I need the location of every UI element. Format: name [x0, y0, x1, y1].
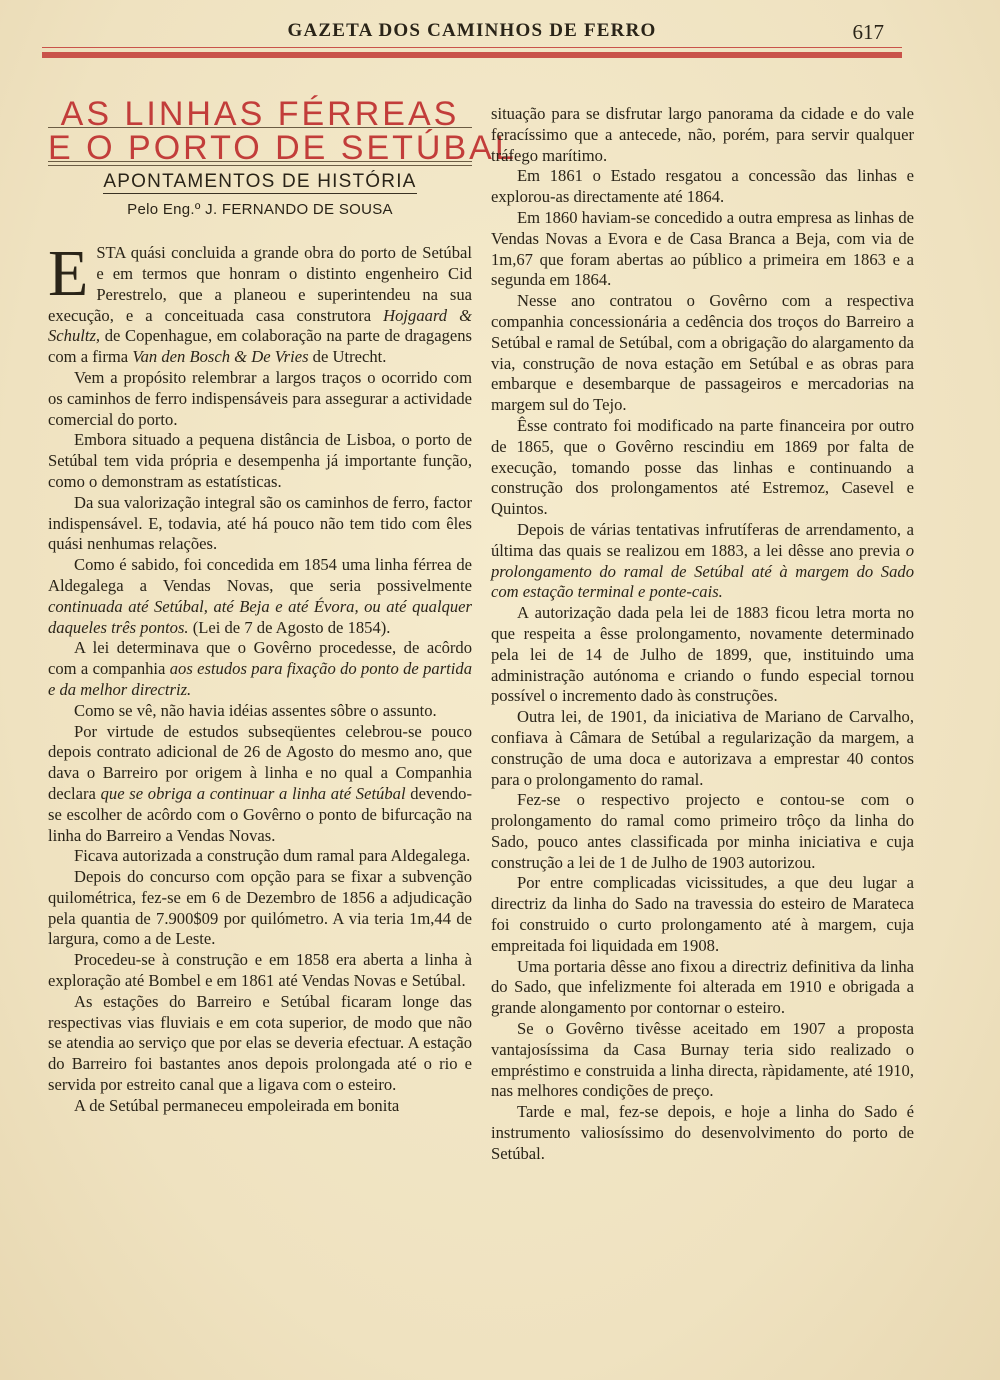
paragraph: Ficava autorizada a construção dum ramal para Aldegalega. [74, 846, 471, 866]
text-run-italic: Hojgaard & Schultz, [48, 305, 473, 346]
paragraph: Procedeu-se à construção e em 1858 era aberta a linha à exploração até Bombel e em 1861 até Vendas Novas e Setúbal. [48, 950, 472, 991]
paragraph: Em 1860 haviam-se concedido a outra empresa as linhas de Vendas Novas a Evora e de Casa Branca a Beja, com via de 1m,67 que foram abertas ao público a primeira em 1863 e a segunda em 1864. [491, 207, 914, 290]
paragraph: Nesse ano contratou o Govêrno com a respectiva companhia concessionária a cedência dos troços do Barreiro a Setúbal e ramal de Setúbal, com a obrigação do alargamento da via, construção de nova estação em Setúbal e as obras para embarque e desembarque de passageiros e mercadorias na margem sul do Tejo. [491, 291, 914, 415]
paragraph: Vem a propósito relembrar a largos traços o ocorrido com os caminhos de ferro indispensáveis para assegurar a actividade comercial do porto. [48, 367, 472, 429]
text-run: STA quási concluida a grande obra do porto de Setúbal e em termos que honram o distinto engenheiro Cid Perestrelo, que a planeou e superintendeu na sua execução, e a conceituada casa construtora [48, 243, 472, 325]
text-run: de Copenhague, em colaboração na parte de dragagens com a firma [48, 326, 472, 367]
paragraph: As estações do Barreiro e Setúbal ficaram longe das respectivas vias fluviais e em cota superior, de modo que não se atendia ao serviço que por elas se deveria efectuar. A estação do Barreiro foi bastantes anos depois prolongada até o rio e servida por estreito canal que a ligava com o esteiro. [48, 991, 472, 1095]
text-run: Como é sabido, foi concedida em 1854 uma linha férrea de Aldegalega a Vendas Novas, que seria possivelmente [48, 555, 472, 595]
paragraph: Como se vê, não havia idéias assentes sôbre o assunto. [74, 700, 437, 720]
paragraph [48, 722, 472, 847]
text-run-italic: Van den Bosch & De Vries [132, 347, 309, 367]
text-run: Por virtude de estudos subseqüentes celebrou-se pouco depois contrato adicional de 26 de Agosto do mesmo ano, que dava o Barreiro por origem à linha e no qual a Companhia declara [48, 721, 472, 803]
text-run-italic: que se obriga a continuar a linha até Setúbal [100, 783, 406, 803]
right-column [491, 104, 914, 1165]
paragraph: Se o Govêrno tivêsse aceitado em 1907 a proposta vantajosíssima da Casa Burnay teria sido realizado o empréstimo e construida a linha directa, ràpidamente, até 1910, nas melhores condições de preço. [491, 1019, 914, 1101]
header-rule [42, 52, 902, 58]
text-run-italic: continuada até Setúbal, até Beja e até Évora, ou até qualquer daqueles três pontos. [48, 596, 472, 637]
paragraph [491, 520, 914, 603]
text-run: de Utrecht. [308, 347, 387, 367]
article-title-block [48, 95, 517, 221]
article-byline: Pelo Eng.º J. FERNANDO DE SOUSA [127, 201, 393, 219]
paragraph: Depois do concurso com opção para se fixar a subvenção quilométrica, fez-se em 6 de Dezembro de 1856 a adjudicação pela quantia de 7.900$09 por quilómetro. A via teria 1m,44 de largura, como a de Leste. [48, 867, 472, 949]
text-run: devendo-se escolher de acôrdo com o Govêrno o ponto de bifurcação na linha do Barreiro a Vendas Novas. [48, 783, 473, 845]
paragraph: situação para se disfrutar largo panorama da cidade e do vale feracíssimo que a antecede, não, porém, para servir qualquer tráfego marítimo. [491, 104, 914, 165]
paragraph: Em 1861 o Estado resgatou a concessão das linhas e explorou-as directamente até 1864. [491, 166, 914, 207]
paragraph: Uma portaria dêsse ano fixou a directriz definitiva da linha do Sado, que infelizmente foi alterada em 1910 e obrigada a grande alongamento por contornar o esteiro. [491, 956, 914, 1018]
paragraph [48, 237, 473, 368]
drop-cap: E [48, 237, 89, 311]
text-run: (Lei de 7 de Agosto de 1854). [188, 617, 391, 637]
running-head [42, 18, 902, 46]
article-title-line-1: AS LINHAS FÉRREAS [48, 104, 472, 128]
text-run-italic: aos estudos para fixação do ponto de partida e da melhor directriz. [48, 659, 472, 699]
publication-title: GAZETA DOS CAMINHOS DE FERRO [287, 20, 657, 41]
page-number: 617 [852, 20, 884, 44]
article-subtitle [48, 172, 472, 193]
article-subtitle-text: APONTAMENTOS DE HISTÓRIA [103, 170, 417, 192]
text-run: A lei determinava que o Govêrno procedesse, de acôrdo com a companhia [48, 638, 472, 679]
paragraph: Por entre complicadas vicissitudes, a que deu lugar a directriz da linha do Sado na travessia do esteiro de Marateca foi construido o curto prolongamento até à margem, cuja empreitada foi liquidada em 1908. [491, 873, 914, 955]
text-run-italic: o prolongamento do ramal de Setúbal até à margem do Sado com estação terminal e ponte-cais. [491, 540, 914, 602]
left-column [48, 95, 517, 1117]
paragraph [48, 638, 472, 700]
paragraph: Outra lei, de 1901, da iniciativa de Mariano de Carvalho, confiava à Câmara de Setúbal a regularização da margem, a construção de uma doca e autorizava a emprestar 40 contos para o prolongamento do ramal. [491, 707, 914, 789]
paragraph: Embora situado a pequena distância de Lisboa, o porto de Setúbal tem vida própria e desempenha já importante função, como o demonstram as estatísticas. [48, 430, 472, 491]
paragraph: A de Setúbal permaneceu empoleirada em bonita [74, 1095, 400, 1115]
text-run: Depois de várias tentativas infrutíferas de arrendamento, a última das quais se realizou em 1883, a lei dêsse ano previa [491, 519, 914, 560]
paragraph: A autorização dada pela lei de 1883 ficou letra morta no que respeita a êsse prolongamento, novamente determinado pela lei de 14 de Julho de 1899, que, instituindo uma administração autónoma e criando o fundo especial tornou possível o incremento dado às construções. [491, 603, 914, 706]
article-title-line-2: E O PORTO DE SETÚBAL [48, 128, 517, 167]
header-rule-thin [42, 47, 902, 48]
paragraph: Êsse contrato foi modificado na parte financeira por outro de 1865, que o Govêrno rescindiu em 1869 por falta de execução, tomando posse das linhas e continuando a construção dos prolongamentos até Estremoz, Casevel e Quintos. [491, 415, 914, 519]
paragraph: Da sua valorização integral são os caminhos de ferro, factor indispensável. E, todavia, até há pouco não tem tido com êles quási nenhumas relações. [48, 492, 472, 554]
paragraph [48, 555, 472, 638]
paragraph: Tarde e mal, fez-se depois, e hoje a linha do Sado é instrumento valiosíssimo do desenvolvimento do porto de Setúbal. [491, 1102, 914, 1163]
paragraph: Fez-se o respectivo projecto e contou-se com o prolongamento do ramal como primeiro trôço da linha do Sado, pouco antes classificada por minha iniciativa e cuja construção a lei de 1 de Julho de 1903 autorizou. [491, 790, 914, 872]
